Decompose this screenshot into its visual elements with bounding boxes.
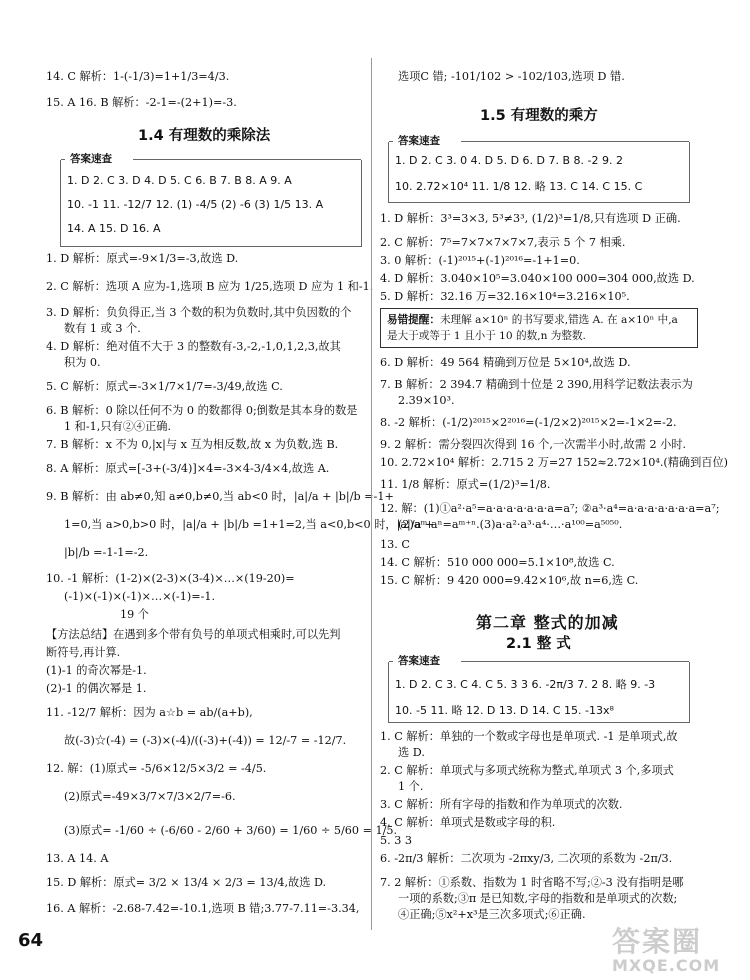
quick-answer-row: 14. A 15. D 16. A [67, 222, 161, 235]
column-divider [371, 58, 372, 930]
quick-answer-row: 1. D 2. C 3. D 4. D 5. C 6. B 7. B 8. A 9. A [67, 174, 292, 187]
answer-line: 2.39×10³. [398, 394, 455, 407]
answer-line: 6. -2π/3 解析：二次项为 -2πxy/3, 二次项的系数为 -2π/3. [380, 852, 673, 865]
answer-line: (2)原式=-49×3/7×7/3×2/7=-6. [64, 790, 236, 803]
answer-line: 9. B 解析：由 ab≠0,知 a≠0,b≠0,当 ab<0 时，|a|/a + |b|/b =-1+ [46, 490, 394, 503]
method-summary: (2)-1 的偶次幂是 1. [46, 682, 147, 695]
answer-line: 1. D 解析：3³=3×3, 5³≠3³, (1/2)³=1/8,只有选项 D 正确. [380, 212, 681, 225]
method-summary: 【方法总结】在遇到多个带有负号的单项式相乘时,可以先判 [46, 628, 341, 641]
answer-line: 10. -1 解析：(1-2)×(2-3)×(3-4)×…×(19-20)= [46, 572, 295, 585]
answer-line: 5. D 解析：32.16 万=32.16×10⁴=3.216×10⁵. [380, 290, 630, 303]
answer-line: 9. 2 解析：需分裂四次得到 16 个,一次需半小时,故需 2 小时. [380, 438, 687, 451]
page-number: 64 [18, 930, 44, 951]
answer-line: 6. B 解析：0 除以任何不为 0 的数都得 0;倒数是其本身的数是 [46, 404, 358, 417]
answer-line: 15. A 16. B 解析：-2-1=-(2+1)=-3. [46, 96, 237, 109]
section-title: 1.5 有理数的乘方 [480, 108, 598, 124]
answer-line: 2. C 解析：单项式与多项式统称为整式,单项式 3 个,多项式 [380, 764, 674, 777]
quick-answer-row: 10. -1 11. -12/7 12. (1) -4/5 (2) -6 (3) 1/5 13. A [67, 198, 324, 211]
answer-line: 3. D 解析：负负得正,当 3 个数的积为负数时,其中负因数的个 [46, 306, 352, 319]
answer-line: 10. 2.72×10⁴ 解析：2.715 2 万=27 152≈2.72×10⁴.(精确到百位) [380, 456, 729, 469]
quick-answer-row: 10. -5 11. 略 12. D 13. D 14. C 15. -13x⁸ [395, 704, 614, 717]
answer-line: 12. 解：(1)①a²·a⁵=a·a·a·a·a·a·a=a⁷; ②a³·a⁴=a·a·a·a·a·a·a=a⁷; [380, 502, 720, 515]
quick-answer-row: 10. 2.72×10⁴ 11. 1/8 12. 略 13. C 14. C 15. C [395, 180, 643, 193]
chapter-title: 第二章 整式的加减 [476, 613, 619, 632]
answer-line: 8. A 解析：原式=[-3+(-3/4)]×4=-3×4-3/4×4,故选 A. [46, 462, 330, 475]
watermark-logo [612, 920, 720, 975]
answer-line: (2)aᵐ·aⁿ=aᵐ⁺ⁿ.(3)a·a²·a³·a⁴·…·a¹⁰⁰=a⁵⁰⁵⁰. [398, 518, 623, 531]
answer-line: 2. C 解析：选项 A 应为-1,选项 B 应为 1/25,选项 D 应为 1 和-1. [46, 280, 374, 293]
answer-line: 积为 0. [64, 356, 101, 369]
watermark-text: 答案圈 [612, 925, 703, 958]
answer-line: 13. A 14. A [46, 852, 109, 865]
answer-line: 7. 2 解析：①系数、指数为 1 时省略不写;②-3 没有指明是哪 [380, 876, 684, 889]
answer-line: 15. D 解析：原式= 3/2 × 13/4 × 2/3 = 13/4,故选 D. [46, 876, 327, 889]
tip-text: 未理解 a×10ⁿ 的书写要求,错选 A. 在 a×10ⁿ 中,a [439, 314, 678, 326]
answer-line: 7. B 解析：x 不为 0,|x|与 x 互为相反数,故 x 为负数,选 B. [46, 438, 339, 451]
answer-line: 13. C [380, 538, 410, 551]
answer-line: 一项的系数;③π 是已知数,字母的指数和是单项式的次数; [398, 892, 678, 905]
answer-line: 选 D. [398, 746, 425, 759]
answer-line: 8. -2 解析：(-1/2)²⁰¹⁵×2²⁰¹⁶=(-1/2×2)²⁰¹⁵×2=-1×2=-2. [380, 416, 677, 429]
answer-line: (-1)×(-1)×(-1)×…×(-1)=-1. [64, 590, 216, 603]
answer-line: 数有 1 或 3 个. [64, 322, 141, 335]
answer-line: 1. D 解析：原式=-9×1/3=-3,故选 D. [46, 252, 239, 265]
answer-line: 16. A 解析：-2.68-7.42=-10.1,选项 B 错;3.77-7.11=-3.34, [46, 902, 360, 915]
answer-line: 4. D 解析：绝对值不大于 3 的整数有-3,-2,-1,0,1,2,3,故其 [46, 340, 341, 353]
section-title: 1.4 有理数的乘除法 [138, 128, 271, 144]
answer-line: 11. -12/7 解析：因为 a☆b = ab/(a+b), [46, 706, 253, 719]
quick-answer-row: 1. D 2. C 3. C 4. C 5. 3 3 6. -2π/3 7. 2 8. 略 9. -3 [395, 678, 656, 691]
answer-line: ④正确;⑤x²+x³是三次多项式;⑥正确. [398, 908, 586, 921]
answer-line: 15. C 解析：9 420 000=9.42×10⁶,故 n=6,选 C. [380, 574, 639, 587]
answer-quick-check-box [388, 135, 690, 203]
answer-line: 2. C 解析：7⁵=7×7×7×7×7,表示 5 个 7 相乘. [380, 236, 626, 249]
answer-line: 选项C 错; -101/102 > -102/103,选项 D 错. [398, 70, 625, 83]
answer-line: 11. 1/8 解析：原式=(1/2)³=1/8. [380, 478, 551, 491]
answer-line: 1=0,当 a>0,b>0 时，|a|/a + |b|/b =1+1=2,当 a<0,b<0 时，|a|/a + [64, 518, 435, 531]
answer-line: 6. D 解析：49 564 精确到万位是 5×10⁴,故选 D. [380, 356, 631, 369]
answer-line: 3. 0 解析：(-1)²⁰¹⁵+(-1)²⁰¹⁶=-1+1=0. [380, 254, 580, 267]
answer-line: (3)原式= -1/60 ÷ (-6/60 - 2/60 + 3/60) = 1/60 ÷ 5/60 = 1/5. [64, 824, 398, 837]
answer-line: 4. C 解析：单项式是数或字母的积. [380, 816, 556, 829]
tip-text: 是大于或等于 1 且小于 10 的数,n 为整数. [387, 330, 586, 342]
box-label: 答案速查 [395, 653, 443, 668]
answer-line: 故(-3)☆(-4) = (-3)×(-4)/((-3)+(-4)) = 12/-7 = -12/7. [64, 734, 347, 747]
answer-line: |b|/b =-1-1=-2. [64, 546, 149, 559]
answer-line: 12. 解：(1)原式= -5/6×12/5×3/2 = -4/5. [46, 762, 267, 775]
box-label: 答案速查 [395, 133, 443, 148]
answer-line: 5. C 解析：原式=-3×1/7×1/7=-3/49,故选 C. [46, 380, 283, 393]
answer-line: 5. 3 3 [380, 834, 413, 847]
section-title: 2.1 整 式 [506, 636, 571, 652]
answer-line: 4. D 解析：3.040×10⁵=3.040×100 000=304 000,故选 D. [380, 272, 695, 285]
watermark-url: MXQE.COM [612, 956, 721, 975]
answer-line: 7. B 解析：2 394.7 精确到十位是 2 390,用科学记数法表示为 [380, 378, 693, 391]
answer-line: 1 和-1,只有②④正确. [64, 420, 171, 433]
answer-line: 14. C 解析：510 000 000=5.1×10⁸,故选 C. [380, 556, 615, 569]
method-summary: 断符号,再计算. [46, 646, 121, 659]
box-label: 答案速查 [67, 151, 115, 166]
answer-line: 1. C 解析：单独的一个数或字母也是单项式. -1 是单项式,故 [380, 730, 678, 743]
tip-label: 易错提醒： [387, 314, 440, 326]
answer-line: 1 个. [398, 780, 424, 793]
method-summary: (1)-1 的奇次幂是-1. [46, 664, 147, 677]
answer-quick-check-box [60, 153, 362, 247]
answer-quick-check-box [388, 655, 690, 723]
answer-line: 19 个 [120, 608, 149, 621]
quick-answer-row: 1. D 2. C 3. 0 4. D 5. D 6. D 7. B 8. -2 9. 2 [395, 154, 623, 167]
answer-line: 3. C 解析：所有字母的指数和作为单项式的次数. [380, 798, 623, 811]
answer-line: 14. C 解析：1-(-1/3)=1+1/3=4/3. [46, 70, 230, 83]
common-mistake-tip [380, 308, 698, 348]
